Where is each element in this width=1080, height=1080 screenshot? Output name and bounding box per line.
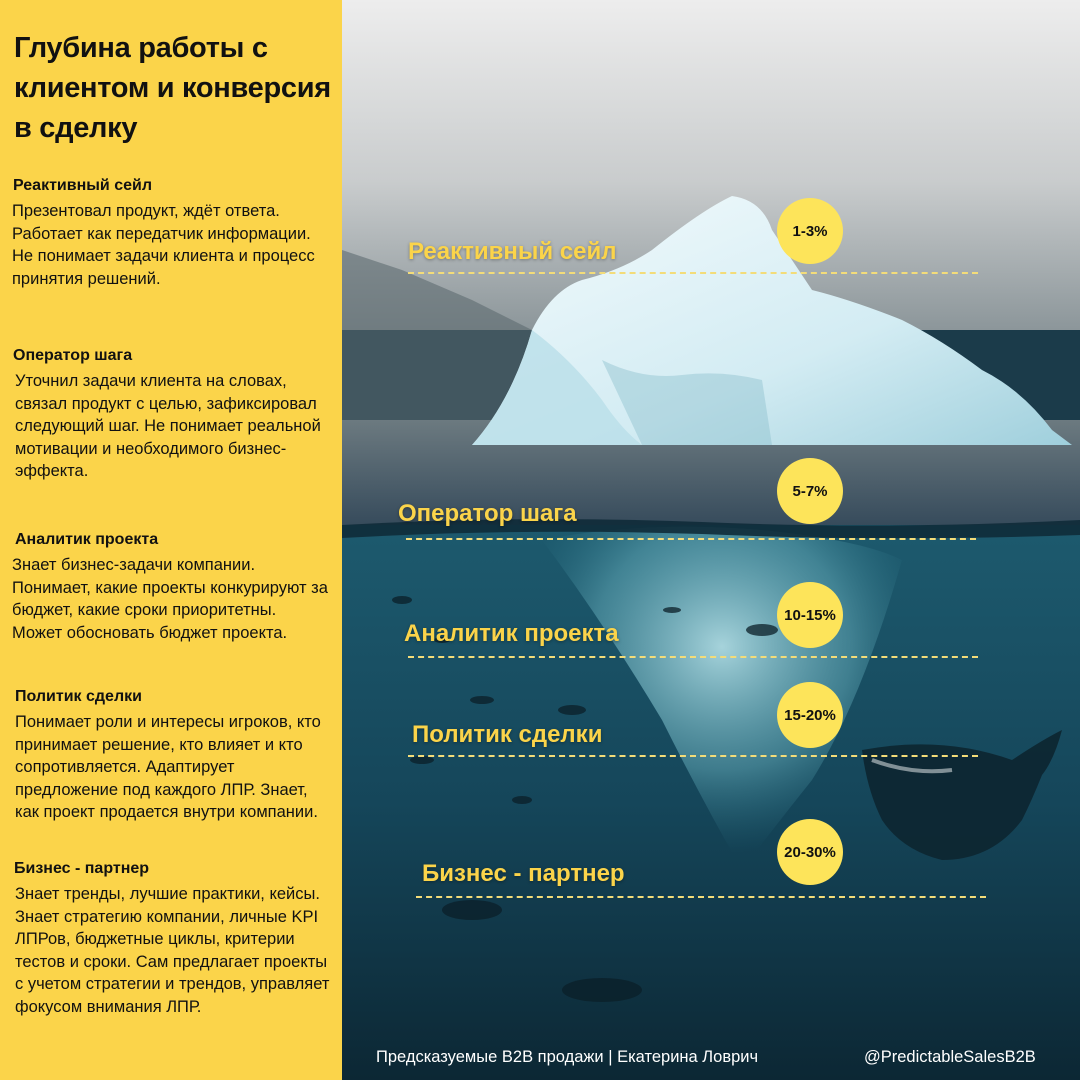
iceberg-illustration: [342, 0, 1080, 1080]
level-description-step-operator: [12, 346, 330, 483]
conversion-badge-business-partner: 20-30%: [777, 819, 843, 885]
level-text: Знает бизнес-задачи компании. Понимает, какие проекты конкурируют за бюджет, какие сроки приоритетны. Может обосновать бюджет проекта.: [12, 556, 328, 642]
level-description-project-analyst: [12, 530, 330, 644]
level-divider: [408, 755, 978, 757]
level-label-reactive-sale: Реактивный сейл: [408, 238, 617, 265]
level-description-deal-politician: [12, 687, 330, 824]
footer-handle: @PredictableSalesB2B: [864, 1048, 1036, 1066]
level-divider: [406, 538, 976, 540]
level-divider: [408, 272, 978, 274]
level-text: Понимает роли и интересы игроков, кто принимает решение, кто влияет и кто сопротивляется. Адаптирует предложение под каждого ЛПР. Знает, как проект продается внутри компании.: [15, 713, 321, 821]
level-divider: [408, 656, 978, 658]
level-text: Уточнил задачи клиента на словах, связал продукт с целью, зафиксировал следующий шаг. Не понимает реальной мотивации и необходимого бизнес-эффекта.: [15, 372, 321, 480]
level-heading: Оператор шага: [13, 347, 133, 364]
description-panel: [0, 0, 342, 1080]
level-text: Знает тренды, лучшие практики, кейсы. Знает стратегию компании, личные KPI ЛПРов, бюджетные циклы, критерии тестов и сроки. Сам предлагает проекты с учетом стратегии и трендов, управляет фокусом внимания ЛПР.: [15, 885, 330, 1016]
level-description-business-partner: [12, 859, 330, 1018]
level-text: Презентовал продукт, ждёт ответа. Работает как передатчик информации. Не понимает задачи клиента и процесс принятия решений.: [12, 202, 315, 288]
level-label-business-partner: Бизнес - партнер: [422, 860, 625, 887]
footer-credit: Предсказуемые B2B продажи | Екатерина Ловрич: [376, 1048, 759, 1066]
level-label-deal-politician: Политик сделки: [412, 721, 603, 748]
level-description-reactive-sale: [12, 176, 330, 290]
level-label-project-analyst: Аналитик проекта: [404, 620, 619, 647]
conversion-badge-deal-politician: 15-20%: [777, 682, 843, 748]
conversion-badge-reactive-sale: 1-3%: [777, 198, 843, 264]
level-heading: Бизнес - партнер: [14, 860, 150, 877]
level-heading: Аналитик проекта: [15, 531, 159, 548]
page-title: Глубина работы с клиентом и конверсия в сделку: [14, 32, 331, 144]
level-divider: [416, 896, 986, 898]
conversion-badge-project-analyst: 10-15%: [777, 582, 843, 648]
level-label-step-operator: Оператор шага: [398, 500, 577, 527]
level-heading: Реактивный сейл: [13, 177, 152, 194]
iceberg-scene: [342, 0, 1080, 1080]
conversion-badge-step-operator: 5-7%: [777, 458, 843, 524]
level-heading: Политик сделки: [15, 688, 142, 705]
